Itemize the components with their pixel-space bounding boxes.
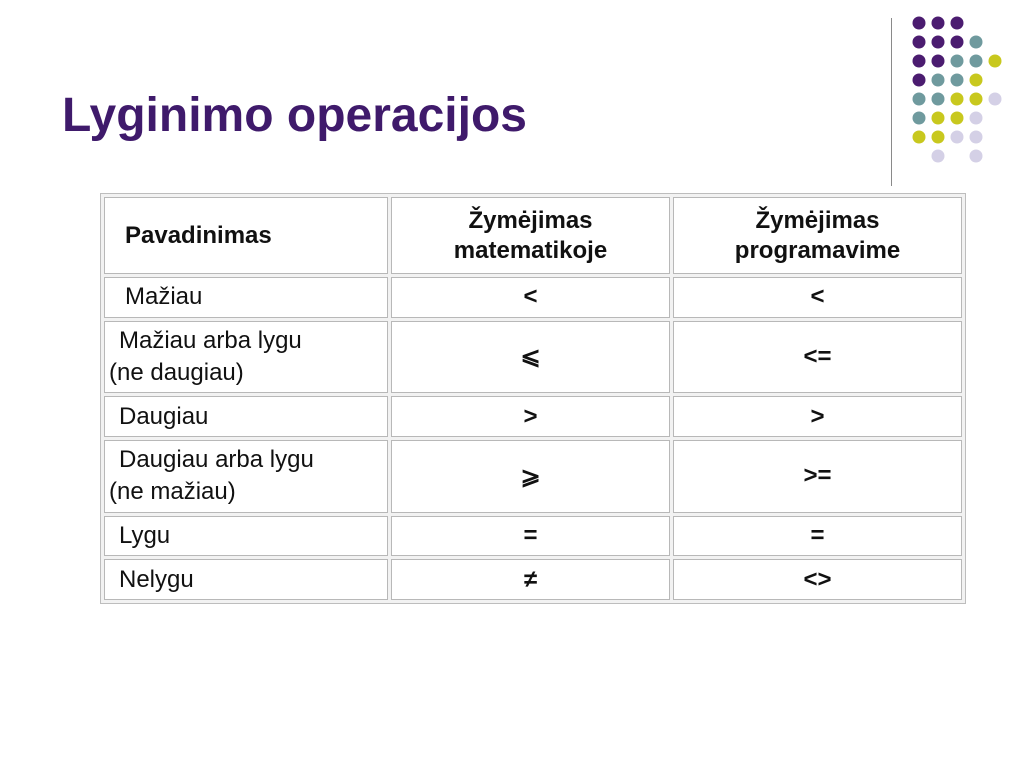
- row-math-symbol: ⩾: [391, 440, 670, 513]
- decor-dot: [913, 131, 926, 144]
- header-name: [104, 197, 388, 274]
- row-name-line: Lygu: [119, 522, 171, 549]
- decor-dot: [951, 93, 964, 106]
- row-name-line: (ne daugiau): [109, 358, 244, 386]
- decor-dot: [951, 17, 964, 30]
- decor-dot: [970, 93, 983, 106]
- table-header-row: [104, 197, 962, 274]
- decor-dot: [970, 131, 983, 144]
- decor-dot: [913, 93, 926, 106]
- decor-dot: [951, 36, 964, 49]
- row-math-symbol: <: [391, 277, 670, 318]
- row-name: [104, 321, 388, 394]
- row-name: [104, 277, 388, 318]
- decor-dot: [970, 74, 983, 87]
- decor-dot: [913, 74, 926, 87]
- table-row: [104, 321, 962, 394]
- table-row: [104, 559, 962, 600]
- row-prog-symbol: <: [673, 277, 962, 318]
- decorative-dot-grid: [0, 0, 1024, 200]
- table-row: [104, 440, 962, 513]
- row-math-symbol: =: [391, 516, 670, 557]
- decor-dot: [951, 74, 964, 87]
- row-name: [104, 396, 388, 437]
- row-name-line: Nelygu: [119, 565, 194, 593]
- row-math-symbol: ≠: [391, 559, 670, 600]
- row-name-line: Daugiau arba lygu: [119, 446, 314, 474]
- decor-dot: [932, 112, 945, 125]
- decor-dot: [951, 131, 964, 144]
- table-row: [104, 396, 962, 437]
- decor-dot: [913, 17, 926, 30]
- row-math-symbol: ⩽: [391, 321, 670, 394]
- decor-dot: [951, 112, 964, 125]
- decor-dot: [913, 36, 926, 49]
- comparison-operators-table: [101, 194, 965, 603]
- decor-dot: [970, 55, 983, 68]
- header-prog-line-1: Žymėjimas: [755, 206, 880, 234]
- header-name-label: Pavadinimas: [125, 221, 272, 249]
- row-name-line: Mažiau arba lygu: [119, 326, 302, 354]
- row-prog-symbol: <=: [673, 321, 962, 394]
- decor-dot: [932, 55, 945, 68]
- row-name: [104, 559, 388, 600]
- decor-dot: [970, 150, 983, 163]
- row-prog-symbol: =: [673, 516, 962, 557]
- decor-dot: [989, 55, 1002, 68]
- row-name: [104, 440, 388, 513]
- decor-dot: [932, 131, 945, 144]
- slide-title: Lyginimo operacijos: [62, 89, 527, 142]
- decor-dot: [932, 93, 945, 106]
- table-row: [104, 277, 962, 318]
- row-math-symbol: >: [391, 396, 670, 437]
- row-name-line: Mažiau: [125, 283, 203, 311]
- table-row: [104, 516, 962, 557]
- header-math-line-2: matematikoje: [453, 236, 608, 264]
- decor-dot: [932, 150, 945, 163]
- header-math: [391, 197, 670, 274]
- row-prog-symbol: >=: [673, 440, 962, 513]
- header-math-line-1: Žymėjimas: [468, 206, 593, 234]
- row-prog-symbol: <>: [673, 559, 962, 600]
- decor-dot: [989, 93, 1002, 106]
- decor-dot: [932, 36, 945, 49]
- decor-dot: [951, 55, 964, 68]
- row-name-line: Daugiau: [119, 402, 209, 430]
- decor-dot: [970, 36, 983, 49]
- decor-dot: [970, 112, 983, 125]
- header-prog-line-2: programavime: [734, 236, 901, 264]
- row-prog-symbol: >: [673, 396, 962, 437]
- header-prog: [673, 197, 962, 274]
- comparison-table-frame: [100, 193, 966, 604]
- decor-dot: [932, 17, 945, 30]
- row-name-line: (ne mažiau): [109, 478, 236, 506]
- decor-dot: [913, 112, 926, 125]
- decor-dot: [913, 55, 926, 68]
- decor-dot: [932, 74, 945, 87]
- row-name: [104, 516, 388, 557]
